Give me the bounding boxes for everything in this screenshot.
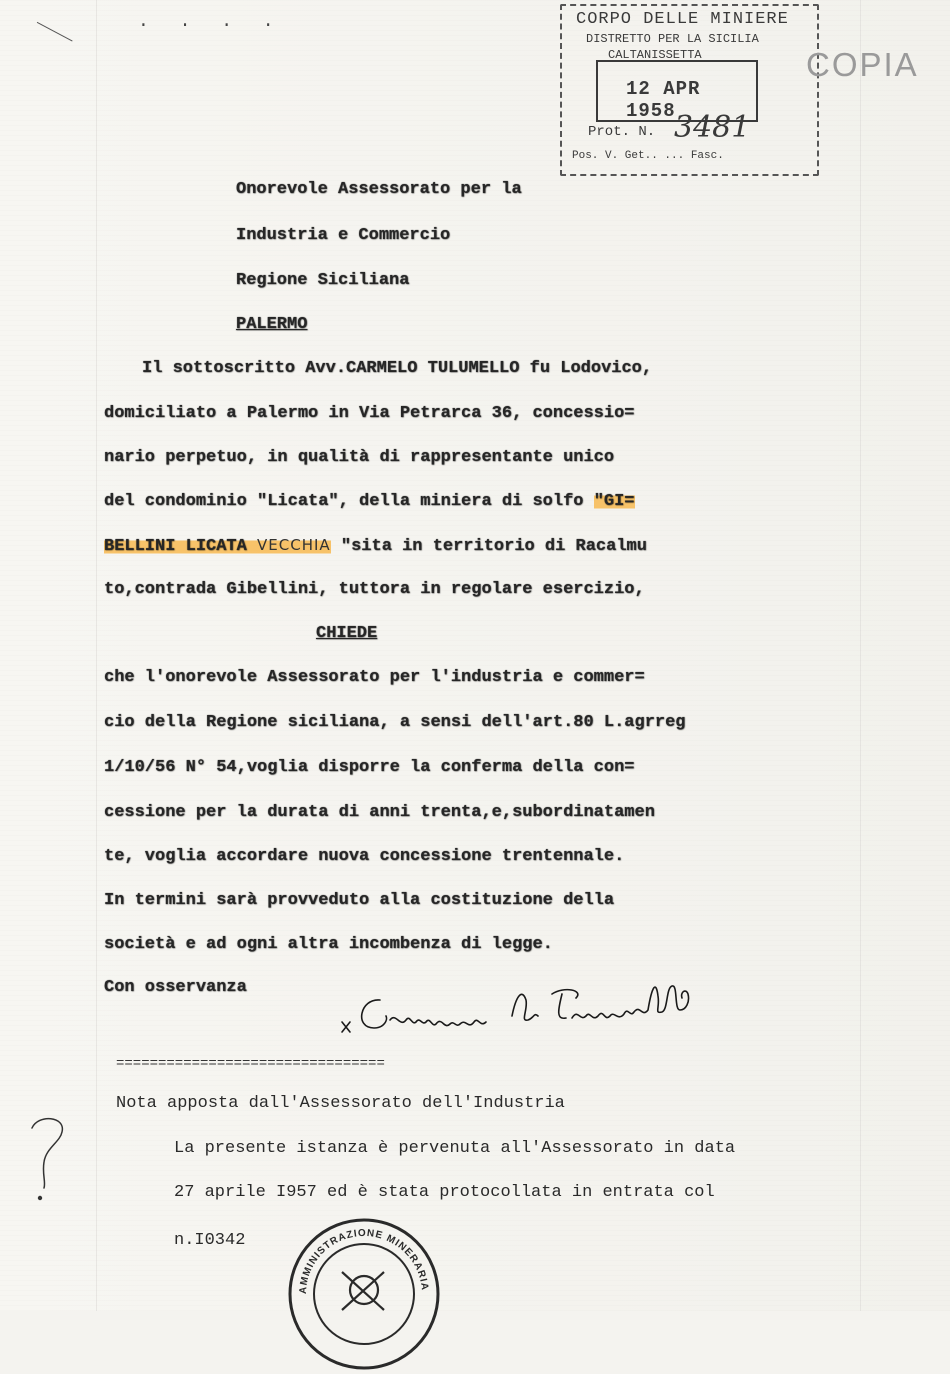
stamp-office: CORPO DELLE MINIERE — [576, 10, 789, 29]
highlighted-mine-name — [104, 537, 331, 556]
body-line-11: te, voglia accordare nuova concessione trentennale. — [104, 847, 625, 866]
body-line-5 — [104, 536, 647, 556]
body-line-5-text: "sita in territorio di Racalmu — [340, 537, 647, 556]
body-line-12: In termini sarà provveduto alla costituzione della — [104, 891, 615, 910]
top-marks: . . . . — [138, 12, 284, 32]
handwritten-signature — [340, 980, 740, 1050]
body-line-2: domiciliato a Palermo in Via Petrarca 36, concessio= — [104, 404, 635, 423]
addressee-city: PALERMO — [236, 315, 308, 334]
receipt-stamp — [560, 4, 819, 176]
chiede-heading: CHIEDE — [316, 624, 378, 643]
stamp-city: CALTANISSETTA — [608, 48, 702, 62]
margin-line-right — [860, 0, 861, 1311]
stamp-position: Pos. V. Get.. ... Fasc. — [572, 150, 724, 162]
note-line-3: n.I0342 — [174, 1231, 246, 1250]
body-line-13: società e ad ogni altra incombenza di legge. — [104, 935, 553, 954]
addressee-line-1: Onorevole Assessorato per la — [236, 180, 522, 199]
note-title: Nota apposta dall'Assessorato dell'Industria — [116, 1094, 565, 1113]
addressee-line-3: Regione Siciliana — [236, 271, 410, 290]
pen-scratch — [27, 22, 72, 59]
body-line-9: 1/10/56 N° 54,voglia disporre la conferma della con= — [104, 758, 635, 777]
margin-line — [96, 0, 97, 1311]
body-line-3: nario perpetuo, in qualità di rappresentante unico — [104, 448, 615, 467]
seal-text: AMMINISTRAZIONE MINERARIA — [297, 1227, 431, 1295]
highlighted-mine-name-start: "GI= — [593, 492, 635, 511]
body-line-8: cio della Regione siciliana, a sensi dell'art.80 L.agrreg — [104, 713, 686, 732]
closing-line: Con osservanza — [104, 978, 247, 997]
stamp-district: DISTRETTO PER LA SICILIA — [586, 32, 759, 46]
body-line-4 — [104, 492, 635, 511]
note-line-1: La presente istanza è pervenuta all'Assessorato in data — [174, 1139, 736, 1158]
mine-name: BELLINI LICATA — [104, 537, 247, 556]
handwritten-vecchia: VECCHIA — [257, 536, 331, 554]
copy-mark: COPIA — [806, 46, 919, 83]
question-mark-annotation — [26, 1112, 76, 1204]
stamp-date: 12 APR 1958 — [626, 78, 701, 122]
note-line-2: 27 aprile I957 ed è stata protocollata in entrata col — [174, 1183, 715, 1202]
separator-line: ================================ — [116, 1056, 385, 1072]
stamp-prot-label: Prot. N. — [588, 124, 656, 140]
addressee-line-2: Industria e Commercio — [236, 226, 451, 245]
body-line-6: to,contrada Gibellini, tuttora in regolare esercizio, — [104, 580, 645, 599]
official-seal — [284, 1214, 444, 1374]
stamp-prot-number: 3481 — [674, 110, 751, 145]
body-line-4-text: del condominio "Licata", della miniera di solfo — [104, 492, 594, 511]
body-line-10: cessione per la durata di anni trenta,e,subordinatamen — [104, 803, 655, 822]
body-line-7: che l'onorevole Assessorato per l'industria e commer= — [104, 668, 645, 687]
body-line-1: Il sottoscritto Avv.CARMELO TULUMELLO fu Lodovico, — [142, 359, 653, 378]
